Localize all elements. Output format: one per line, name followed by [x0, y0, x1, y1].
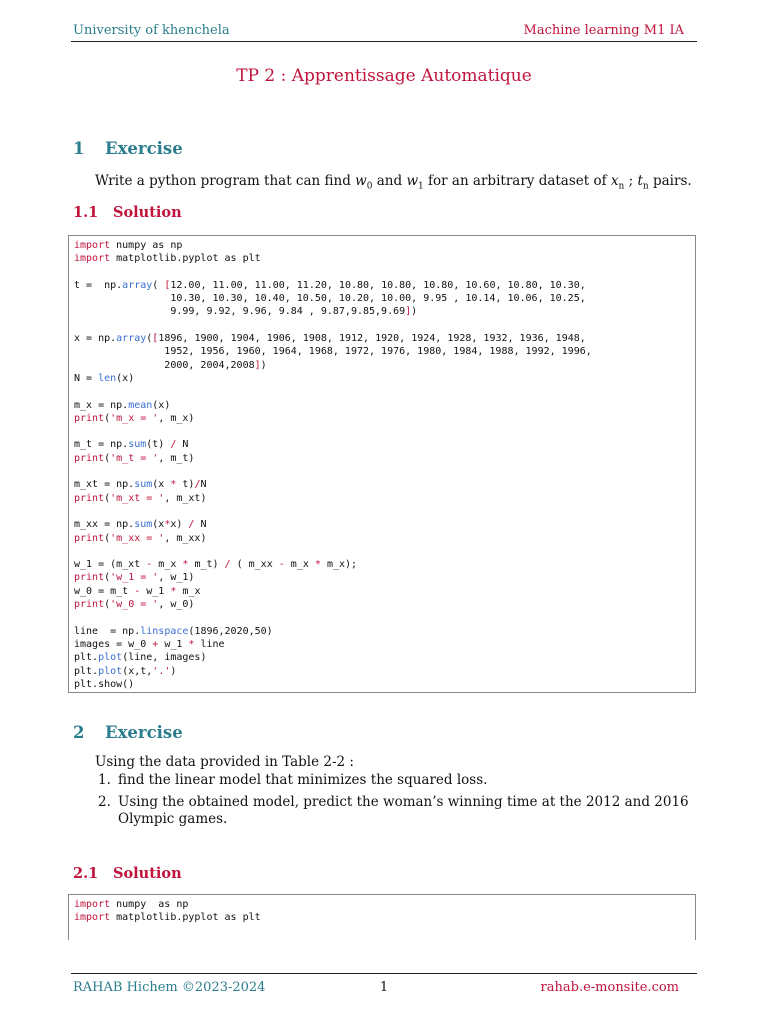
section-2-intro: Using the data provided in Table 2-2 : [95, 754, 354, 770]
code-token: ) [170, 665, 177, 677]
code-token: plt. [74, 652, 99, 664]
footer-website-link[interactable]: rahab.e-monsite.com [540, 980, 679, 995]
code-token: ( [104, 532, 111, 544]
code-token: * [314, 559, 321, 571]
math-w0-sub: 0 [366, 181, 373, 192]
code-token: - [278, 559, 285, 571]
code-token: 'm_x = ' [110, 412, 159, 424]
subsection-1-1-heading [73, 204, 182, 221]
code-token: numpy as np [110, 240, 183, 251]
code-line [74, 413, 194, 424]
code-token: m_x [284, 559, 315, 571]
code-token: - [146, 559, 153, 571]
code-token: (x,t, [122, 665, 153, 677]
code-token: w_1 [158, 638, 189, 650]
code-line [74, 453, 194, 464]
section-2-number: 2 [73, 723, 85, 742]
code-token: , w_1) [158, 572, 195, 584]
code-token: line [194, 638, 225, 650]
code-token: plot [98, 665, 123, 677]
math-t-sub: n [642, 181, 649, 192]
code-line [74, 899, 188, 910]
code-token: m_x [152, 559, 183, 571]
code-token: w_0 = m_t [74, 585, 135, 597]
code-token: / [188, 519, 195, 531]
section-2-heading [73, 723, 183, 742]
header-rule [71, 41, 697, 42]
text-segment: for an arbitrary dataset of [423, 173, 611, 189]
code-token: w_1 = (m_xt [74, 559, 147, 571]
code-token: ( [152, 279, 165, 291]
code-line [74, 626, 273, 637]
code-token: N [194, 519, 207, 531]
code-line [74, 652, 206, 663]
code-token: , m_t) [158, 452, 195, 464]
code-token: array [116, 333, 147, 345]
code-token: 9.99, 9.92, 9.96, 9.84 , 9.87,9.85,9.69 [74, 306, 406, 318]
code-token: (x) [116, 372, 135, 384]
code-token: line = np. [74, 625, 141, 637]
code-token: * [164, 519, 171, 531]
code-token: (line, images) [122, 652, 207, 664]
code-token: sum [128, 439, 147, 451]
code-token: ) [411, 306, 418, 318]
code-line [74, 666, 176, 677]
code-token: plot [98, 652, 123, 664]
section-1-heading [73, 139, 183, 158]
footer-rule [71, 973, 697, 974]
code-token: print [74, 572, 105, 584]
text-segment: pairs. [648, 173, 692, 189]
code-token: * [170, 479, 177, 491]
header-course: Machine learning M1 IA [523, 23, 684, 38]
code-token: ( m_xx [230, 559, 279, 571]
code-token: x = np. [74, 333, 117, 345]
code-block-1 [68, 235, 696, 693]
code-token: / [224, 559, 231, 571]
code-token: matplotlib.pyplot as plt [110, 912, 261, 924]
code-token: sum [134, 519, 153, 531]
text-segment: Write a python program that can find [95, 173, 356, 189]
code-line [74, 479, 207, 490]
code-token: / [194, 479, 201, 491]
code-token: images = w_0 [74, 638, 153, 650]
code-token: (x [152, 479, 171, 491]
code-line [74, 519, 207, 530]
math-w1: w [406, 173, 418, 189]
code-line [74, 572, 194, 583]
code-token: N [200, 479, 207, 491]
subsection-2-1-number: 2.1 [73, 865, 99, 882]
list-item-text: Using the obtained model, predict the woman’s winning time at the 2012 and 2016 Olympic games. [118, 794, 689, 827]
code-token: ( [146, 333, 153, 345]
list-item [98, 794, 696, 828]
code-token: , m_xt) [164, 492, 207, 504]
code-token: (t) [146, 439, 171, 451]
code-token: import [74, 899, 111, 910]
code-token: ( [104, 412, 111, 424]
subsection-1-1-number: 1.1 [73, 204, 99, 221]
code-token: import [74, 912, 111, 924]
code-listing-1 [69, 239, 695, 691]
code-line [74, 559, 357, 570]
code-token: array [122, 279, 153, 291]
code-line [74, 360, 267, 371]
code-line [74, 439, 188, 450]
code-line [74, 280, 586, 291]
code-line [74, 599, 194, 610]
code-token: import [74, 253, 111, 265]
code-token: '.' [152, 665, 171, 677]
code-token: len [98, 372, 117, 384]
code-line [74, 293, 586, 304]
code-line [74, 912, 261, 923]
math-w0: w [355, 173, 367, 189]
code-token: m_t) [188, 559, 225, 571]
code-token: ] [405, 306, 412, 318]
page-title: TP 2 : Apprentissage Automatique [236, 66, 532, 86]
code-line [74, 333, 586, 344]
code-token: m_t = np. [74, 439, 129, 451]
code-token: import [74, 240, 111, 251]
code-token: / [170, 439, 177, 451]
section-2-title: Exercise [105, 723, 183, 742]
code-token: , m_x) [158, 412, 195, 424]
code-line [74, 679, 134, 690]
text-segment: and [372, 173, 407, 189]
code-line [74, 253, 261, 264]
section-1-title: Exercise [105, 139, 183, 158]
code-token: ( [104, 452, 111, 464]
code-line [74, 400, 170, 411]
code-token: 1952, 1956, 1960, 1964, 1968, 1972, 1976, 1980, 1984, 1988, 1992, 1996, [74, 346, 592, 358]
code-token: + [152, 638, 159, 650]
code-token: N [176, 439, 189, 451]
section-1-number: 1 [73, 139, 85, 158]
code-line [74, 586, 200, 597]
list-item-text: find the linear model that minimizes the squared loss. [118, 772, 488, 788]
code-token: mean [128, 399, 153, 411]
code-token: N = [74, 372, 99, 384]
code-token: m_x); [320, 559, 358, 571]
code-token: 12.00, 11.00, 11.00, 11.20, 10.80, 10.80, 10.80, 10.60, 10.80, 10.30, [170, 279, 586, 291]
subsection-2-1-heading [73, 865, 182, 882]
code-token: m_xt = np. [74, 479, 135, 491]
code-token: print [74, 599, 105, 611]
code-line [74, 373, 134, 384]
code-line [74, 346, 592, 357]
code-token: print [74, 452, 105, 464]
code-token: * [170, 585, 177, 597]
code-token: [ [152, 333, 159, 345]
math-w1-sub: 1 [418, 181, 424, 192]
code-token: * [188, 638, 195, 650]
code-token: ] [254, 359, 261, 371]
code-token: 10.30, 10.30, 10.40, 10.50, 10.20, 10.00, 9.95 , 10.14, 10.06, 10.25, [74, 293, 586, 305]
footer-author: RAHAB Hichem ©2023-2024 [73, 980, 266, 995]
math-x-sub: n [618, 181, 625, 192]
code-token: (1896,2020,50) [188, 625, 273, 637]
list-item-number: 1. [98, 772, 111, 788]
code-token: ( [104, 492, 111, 504]
code-token: x) [170, 519, 189, 531]
code-line [74, 639, 225, 650]
code-token: 'w_1 = ' [110, 572, 159, 584]
code-token: matplotlib.pyplot as plt [110, 253, 261, 265]
code-token: sum [134, 479, 153, 491]
code-token: 1896, 1900, 1904, 1906, 1908, 1912, 1920, 1924, 1928, 1932, 1936, 1948, [158, 333, 586, 345]
list-item [98, 772, 696, 789]
code-token: ( [104, 599, 111, 611]
code-line [74, 306, 417, 317]
code-line [74, 533, 206, 544]
header-university: University of khenchela [73, 23, 230, 38]
code-token: linspace [140, 625, 189, 637]
list-item-number: 2. [98, 794, 111, 810]
code-token: 'm_xt = ' [110, 492, 165, 504]
code-token: plt.show() [74, 678, 135, 690]
code-token: t = np. [74, 279, 123, 291]
code-token: [ [164, 279, 171, 291]
page-number: 1 [379, 980, 389, 995]
code-token: 'm_xx = ' [110, 532, 165, 544]
section-1-text [95, 173, 692, 192]
code-token: , m_xx) [164, 532, 207, 544]
section-2-list [98, 772, 696, 828]
code-token: w_1 [140, 585, 171, 597]
code-token: 'w_0 = ' [110, 599, 159, 611]
code-token: ( [104, 572, 111, 584]
subsection-1-1-title: Solution [113, 204, 182, 221]
code-token: * [182, 559, 189, 571]
code-token: print [74, 532, 105, 544]
code-token: 2000, 2004,2008 [74, 359, 255, 371]
code-token: print [74, 492, 105, 504]
subsection-2-1-title: Solution [113, 865, 182, 882]
math-t: t [637, 173, 643, 189]
code-token: t) [176, 479, 195, 491]
code-listing-2 [69, 898, 695, 925]
code-token: m_x = np. [74, 399, 129, 411]
code-token: - [134, 585, 141, 597]
code-token: print [74, 412, 105, 424]
code-token: (x) [152, 399, 171, 411]
code-token: (x [152, 519, 165, 531]
code-token: , w_0) [158, 599, 195, 611]
code-token: ) [260, 359, 267, 371]
code-token: m_xx = np. [74, 519, 135, 531]
code-line [74, 240, 182, 251]
code-token: plt. [74, 665, 99, 677]
text-segment: ; [624, 173, 638, 189]
code-block-2 [68, 894, 696, 940]
code-line [74, 493, 206, 504]
code-token: 'm_t = ' [110, 452, 159, 464]
code-token: m_x [176, 585, 201, 597]
math-x: x [610, 173, 619, 189]
code-token: numpy as np [110, 899, 189, 910]
